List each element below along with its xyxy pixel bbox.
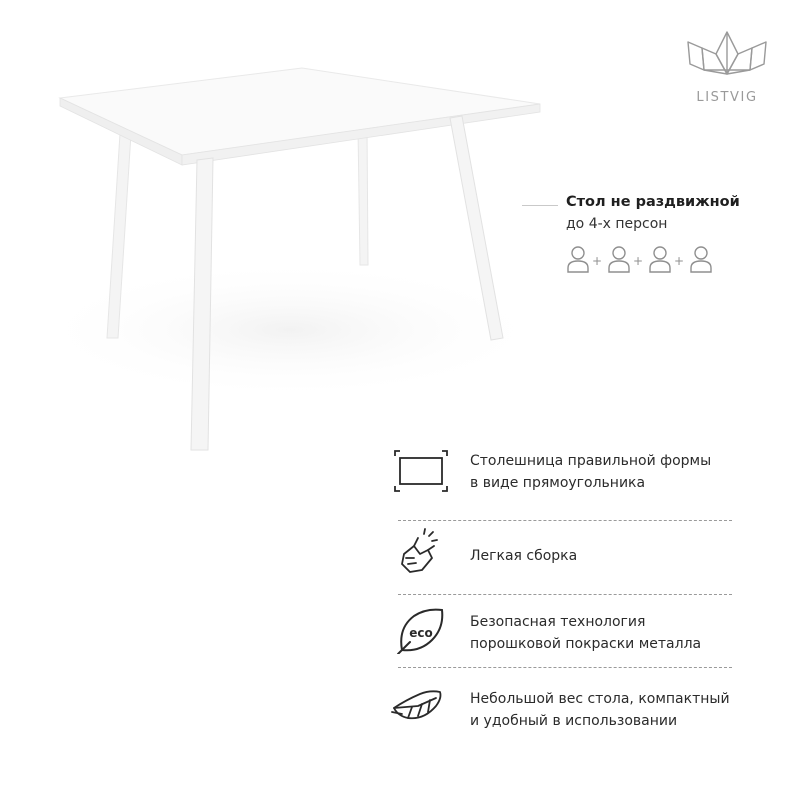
hand-snap-icon bbox=[392, 528, 448, 576]
feature-divider bbox=[398, 594, 732, 595]
person-icon bbox=[691, 247, 711, 272]
feature-text-line: Столешница правильной формы bbox=[470, 453, 712, 469]
headline-subtitle: до 4-х персон bbox=[566, 216, 668, 232]
feature-text-line: в виде прямоугольника bbox=[470, 475, 646, 491]
brand-logo bbox=[672, 26, 782, 116]
headline-title: Стол не раздвижной bbox=[566, 194, 740, 210]
feather-icon bbox=[390, 686, 446, 734]
brand-name: LISTVIG bbox=[696, 90, 758, 105]
feature-item bbox=[470, 450, 711, 494]
eco-text: eco bbox=[409, 626, 433, 640]
feature-text-line: Небольшой вес стола, компактный bbox=[470, 691, 730, 707]
feature-divider bbox=[398, 667, 732, 668]
plus-separator: + bbox=[632, 254, 644, 268]
feature-text-line: Безопасная технология bbox=[470, 614, 646, 630]
feature-text-line: Легкая сборка bbox=[470, 548, 578, 564]
person-icon bbox=[650, 247, 670, 272]
feature-item bbox=[470, 545, 577, 567]
rectangle-tabletop-icon bbox=[392, 448, 448, 496]
plus-separator: + bbox=[591, 254, 603, 268]
person-icon bbox=[609, 247, 629, 272]
crystal-lotus-icon bbox=[682, 26, 772, 86]
headline-divider bbox=[522, 205, 558, 206]
feature-item bbox=[470, 688, 730, 732]
feature-text-line: и удобный в использовании bbox=[470, 713, 678, 729]
plus-separator: + bbox=[673, 254, 685, 268]
feature-item bbox=[470, 611, 701, 655]
feature-text-line: порошковой покраски металла bbox=[470, 636, 702, 652]
persons-capacity bbox=[564, 244, 724, 274]
person-icon bbox=[568, 247, 588, 272]
feature-divider bbox=[398, 520, 732, 521]
table-image bbox=[20, 40, 580, 470]
eco-leaf-icon bbox=[392, 606, 448, 654]
